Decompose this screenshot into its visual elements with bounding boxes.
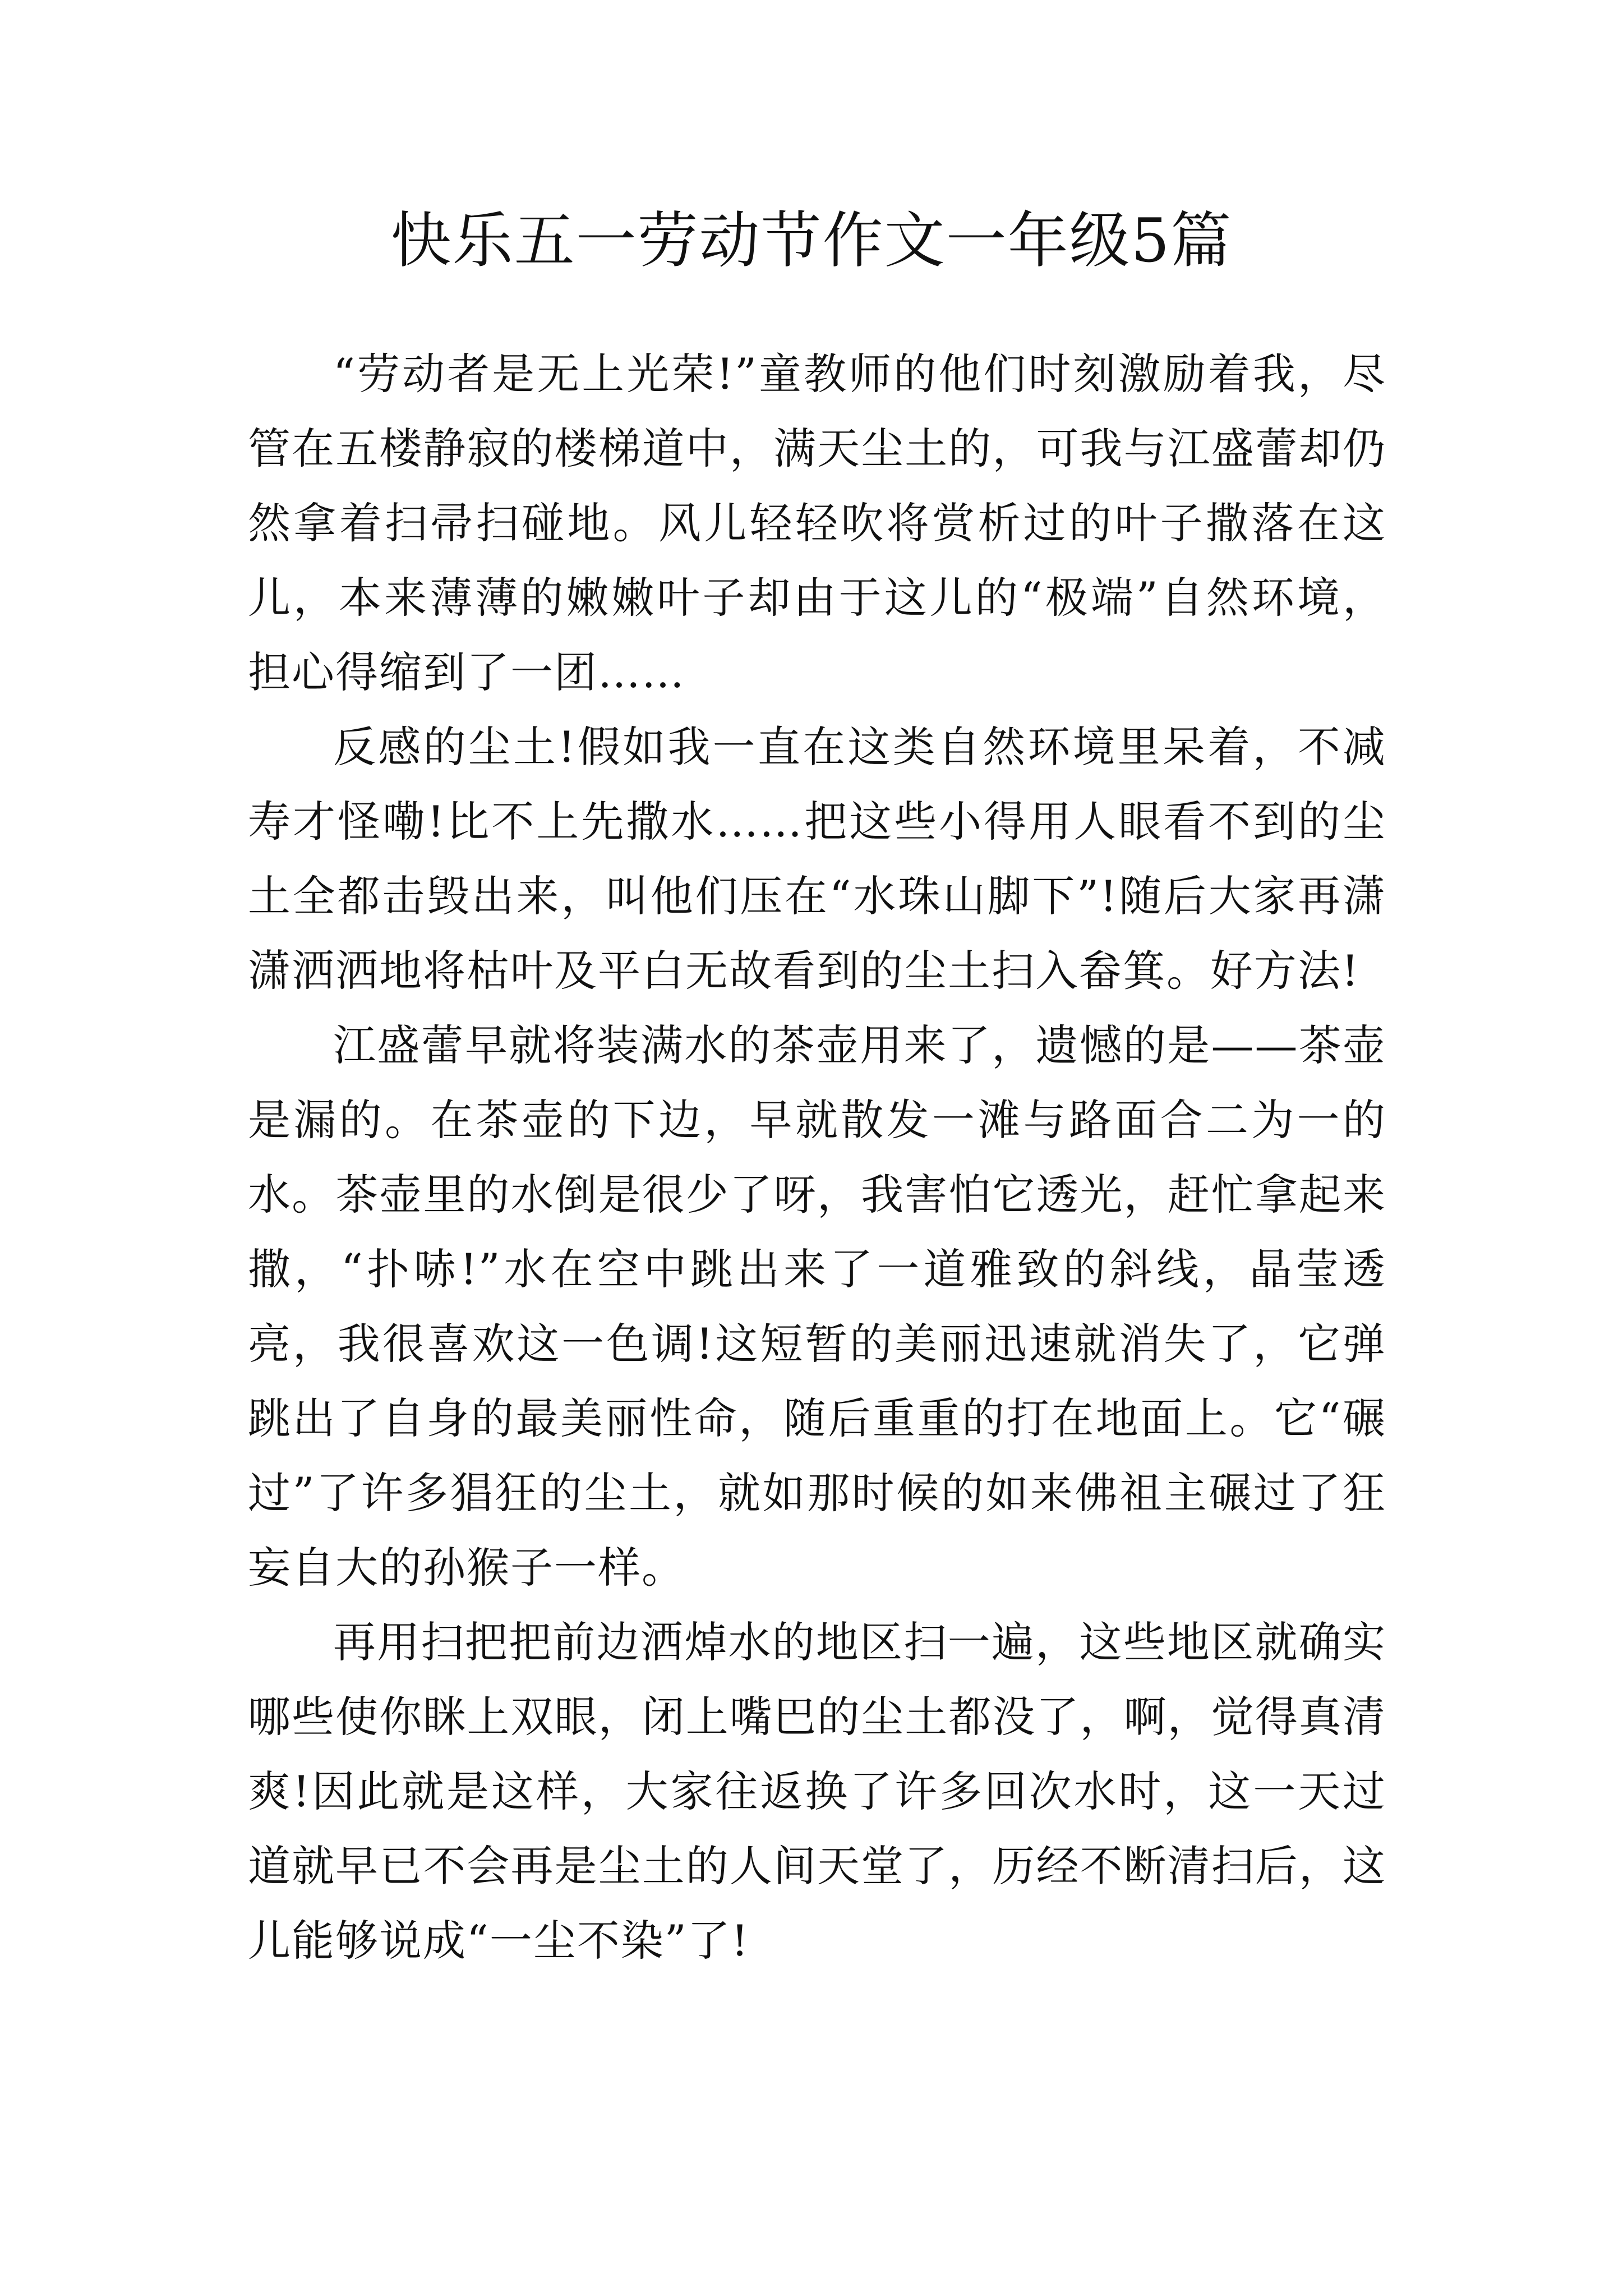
paragraph-2: 反感的尘土!假如我一直在这类自然环境里呆着，不减寿才怪嘞!比不上先撒水……把这些小得用人眼看不到的尘土全都击毁出来，叫他们压在“水珠山脚下”!随后大家再潇潇洒洒地将枯叶及平白无故看到的尘土扫入畚箕。好方法!: [248, 722, 1386, 996]
paragraph-3: 江盛蕾早就将装满水的茶壶用来了，遗憾的是——茶壶是漏的。在茶壶的下边，早就散发一滩与路面合二为一的水。茶壶里的水倒是很少了呀，我害怕它透光，赶忙拿起来撒，“扑哧!”水在空中跳出来了一道雅致的斜线，晶莹透亮，我很喜欢这一色调!这短暂的美丽迅速就消失了，它弹跳出了自身的最美丽性命，随后重重的打在地面上。它“碾过”了许多猖狂的尘土，就如那时候的如来佛祖主碾过了狂妄自大的孙猴子一样。: [248, 1020, 1386, 1593]
document-title: 快乐五一劳动节作文一年级5篇: [390, 206, 1233, 276]
paragraph-1: “劳动者是无上光荣!”童教师的他们时刻激励着我，尽管在五楼静寂的楼梯道中，满天尘土的，可我与江盛蕾却仍然拿着扫帚扫碰地。风儿轻轻吹将赏析过的叶子撒落在这儿，本来薄薄的嫩嫩叶子却由于这儿的“极端”自然环境，担心得缩到了一团……: [248, 349, 1386, 697]
paragraph-4: 再用扫把把前边洒焯水的地区扫一遍，这些地区就确实哪些使你眯上双眼，闭上嘴巴的尘土都没了，啊，觉得真清爽!因此就是这样，大家往返换了许多回次水时，这一天过道就早已不会再是尘土的人间天堂了，历经不断清扫后，这儿能够说成“一尘不染”了!: [248, 1617, 1386, 1966]
document-body: [248, 337, 1386, 1978]
